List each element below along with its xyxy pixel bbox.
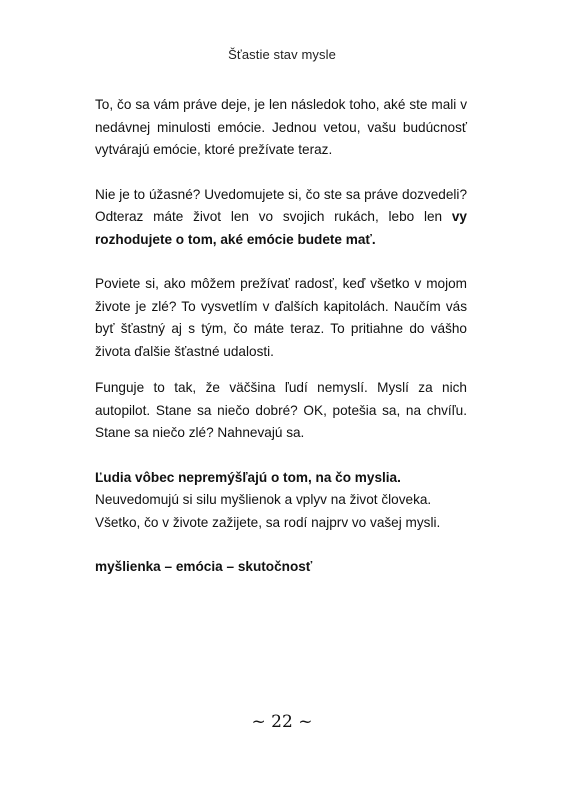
paragraph-6-bold-text: myšlienka – emócia – skutočnosť — [95, 559, 313, 574]
running-header: Šťastie stav mysle — [228, 47, 336, 62]
paragraph-2-bold-text: vy rozhodujete o tom, aké emócie budete mať. — [95, 209, 467, 247]
paragraph-2 — [95, 184, 467, 252]
paragraph-5-bold-heading: Ľudia vôbec nepremýšľajú o tom, na čo myslia. — [95, 469, 401, 485]
paragraph-1: To, čo sa vám práve deje, je len následok toho, aké ste mali v nedávnej minulosti emócie. Jednou vetou, vašu budúcnosť vytvárajú emócie, ktoré prežívate teraz. — [95, 97, 467, 157]
paragraph-6 — [95, 556, 467, 579]
paragraph-5-line-3: Všetko, čo v živote zažijete, sa rodí najprv vo vašej mysli. — [95, 514, 441, 530]
paragraph-4: Funguje to tak, že väčšina ľudí nemyslí. Myslí za nich autopilot. Stane sa niečo dobré? OK, potešia sa, na chvíľu. Stane sa niečo zlé? Nahnevajú sa. — [95, 380, 467, 440]
page-number: ~ 22 ~ — [251, 712, 313, 732]
paragraph-5-line-2: Neuvedomujú si silu myšlienok a vplyv na život človeka. — [95, 492, 432, 507]
paragraph-3: Poviete si, ako môžem prežívať radosť, keď všetko v mojom živote je zlé? To vysvetlím v ďalších kapitolách. Naučím vás byť šťastný aj s tým, čo máte teraz. To pritiahne do vášho života ďalšie šťastné udalosti. — [95, 276, 467, 359]
paragraph-2-text: Nie je to úžasné? Uvedomujete si, čo ste sa práve dozvedeli? Odteraz máte život len vo svojich rukách, lebo len — [95, 186, 467, 224]
page-body — [95, 94, 467, 579]
paragraph-5 — [95, 467, 467, 535]
